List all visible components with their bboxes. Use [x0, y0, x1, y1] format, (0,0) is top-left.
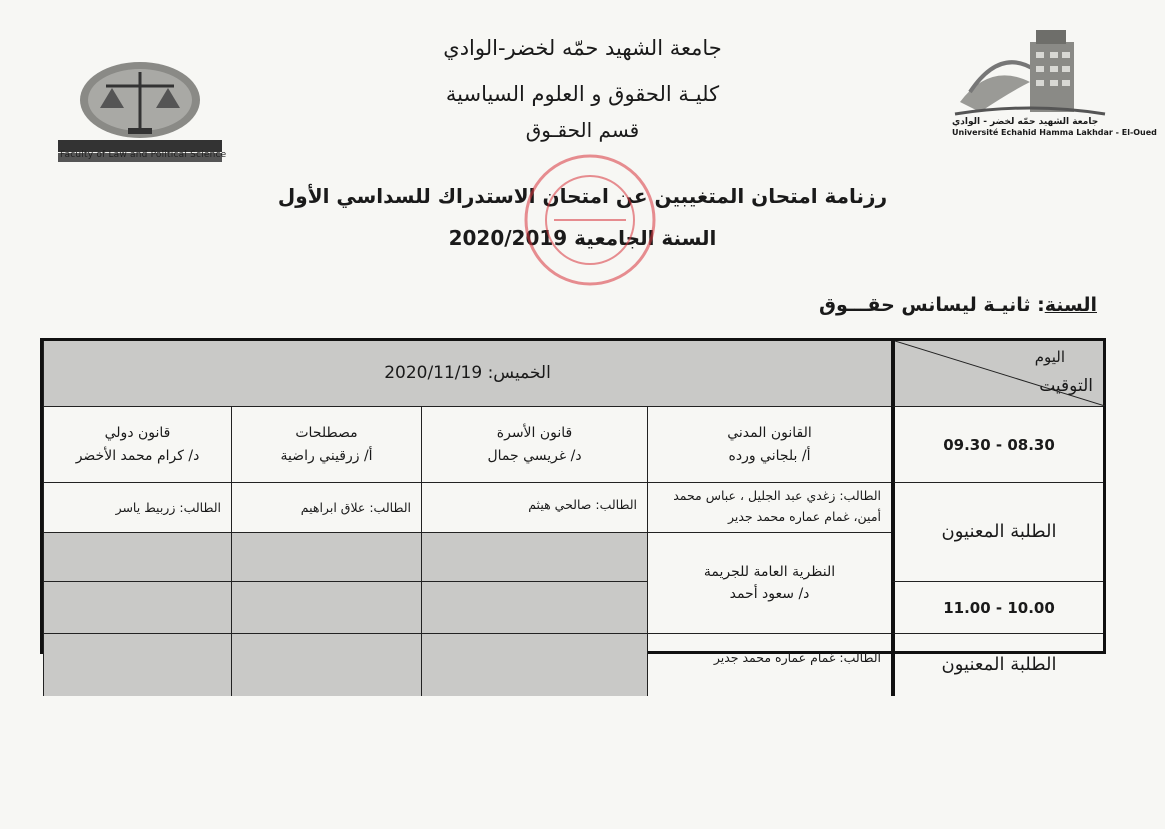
exam-schedule-table	[40, 338, 1106, 675]
official-stamp	[520, 150, 660, 290]
empty-cell	[421, 533, 647, 582]
faculty-name: كليـة الحقوق و العلوم السياسية	[445, 82, 720, 106]
exam-teacher: د/ غريسي جمال	[487, 447, 582, 464]
empty-cell	[231, 634, 421, 696]
students-cell	[43, 483, 231, 533]
time-slot	[891, 582, 1103, 634]
exam-cell	[231, 407, 421, 483]
students-text: الطالب: صالحي هيثم	[528, 497, 637, 512]
day-header	[43, 341, 891, 407]
students-cell	[231, 483, 421, 533]
exam-teacher: د/ كرام محمد الأخضر	[75, 447, 200, 464]
faculty-logo-caption: Faculty of Law and Political Science	[60, 150, 227, 160]
year-label: السنة	[1044, 294, 1097, 316]
time-slot-text: 10.00 - 11.00	[943, 598, 1055, 617]
university-name: جامعة الشهيد حمّه لخضر-الوادي	[443, 36, 722, 60]
empty-cell	[421, 634, 647, 696]
empty-cell	[43, 582, 231, 634]
exam-teacher: د/ سعود أحمد	[729, 586, 810, 602]
academic-year: السنة الجامعية 2020/2019	[448, 226, 717, 250]
empty-cell	[231, 582, 421, 634]
exam-subject: قانون دولي	[104, 425, 171, 442]
corner-day-label: اليوم	[1034, 348, 1065, 366]
empty-cell	[43, 634, 231, 696]
exam-cell	[43, 407, 231, 483]
empty-cell	[43, 533, 231, 582]
corner-time-label: التوقيت	[1039, 376, 1093, 396]
year-value: : ثانيـة ليسانس حقـــوق	[819, 294, 1045, 316]
time-slot-text: 08.30 - 09.30	[943, 435, 1055, 454]
exam-teacher: أ/ بلجاني ورده	[728, 447, 811, 464]
time-slot	[891, 407, 1103, 483]
exam-subject: قانون الأسرة	[496, 425, 573, 442]
students-cell	[421, 483, 647, 533]
students-cell	[647, 634, 891, 696]
empty-cell	[421, 582, 647, 634]
exam-cell	[421, 407, 647, 483]
document-title: رزنامة امتحان المتغيبين عن امتحان الاستدراك للسداسي الأول	[277, 184, 888, 208]
students-header-text: الطلبة المعنيون	[941, 520, 1057, 542]
exam-cell	[647, 533, 891, 634]
students-cell	[647, 483, 891, 533]
students-text: الطالب: علاق ابراهيم	[300, 499, 411, 515]
exam-subject: مصطلحات	[295, 425, 358, 442]
students-text: الطالب: زربيط ياسر	[115, 499, 221, 515]
university-logo-caption-fr: Université Echahid Hamma Lakhdar - El-Oued	[952, 128, 1157, 137]
exam-subject: النظرية العامة للجريمة	[703, 563, 836, 580]
empty-cell	[231, 533, 421, 582]
year-line	[819, 294, 1097, 316]
students-text: الطالب: زغدي عبد الجليل ، عباس محمد أمين، غمام عماره محمد جدير	[673, 488, 881, 525]
corner-header	[891, 341, 1103, 407]
day-header-text: الخميس: 2020/11/19	[384, 362, 551, 383]
university-logo-caption-ar: جامعة الشهيد حمّه لخضر - الوادي	[952, 117, 1099, 127]
exam-teacher: أ/ زرقيني راضية	[280, 447, 373, 464]
exam-cell	[647, 407, 891, 483]
students-header	[891, 634, 1103, 696]
students-header	[891, 483, 1103, 582]
department-name: قسم الحقـوق	[525, 118, 640, 142]
exam-subject: القانون المدني	[727, 425, 812, 442]
students-header-text: الطلبة المعنيون	[941, 653, 1057, 675]
students-text: الطالب: غمام عماره محمد جدير	[713, 650, 881, 665]
